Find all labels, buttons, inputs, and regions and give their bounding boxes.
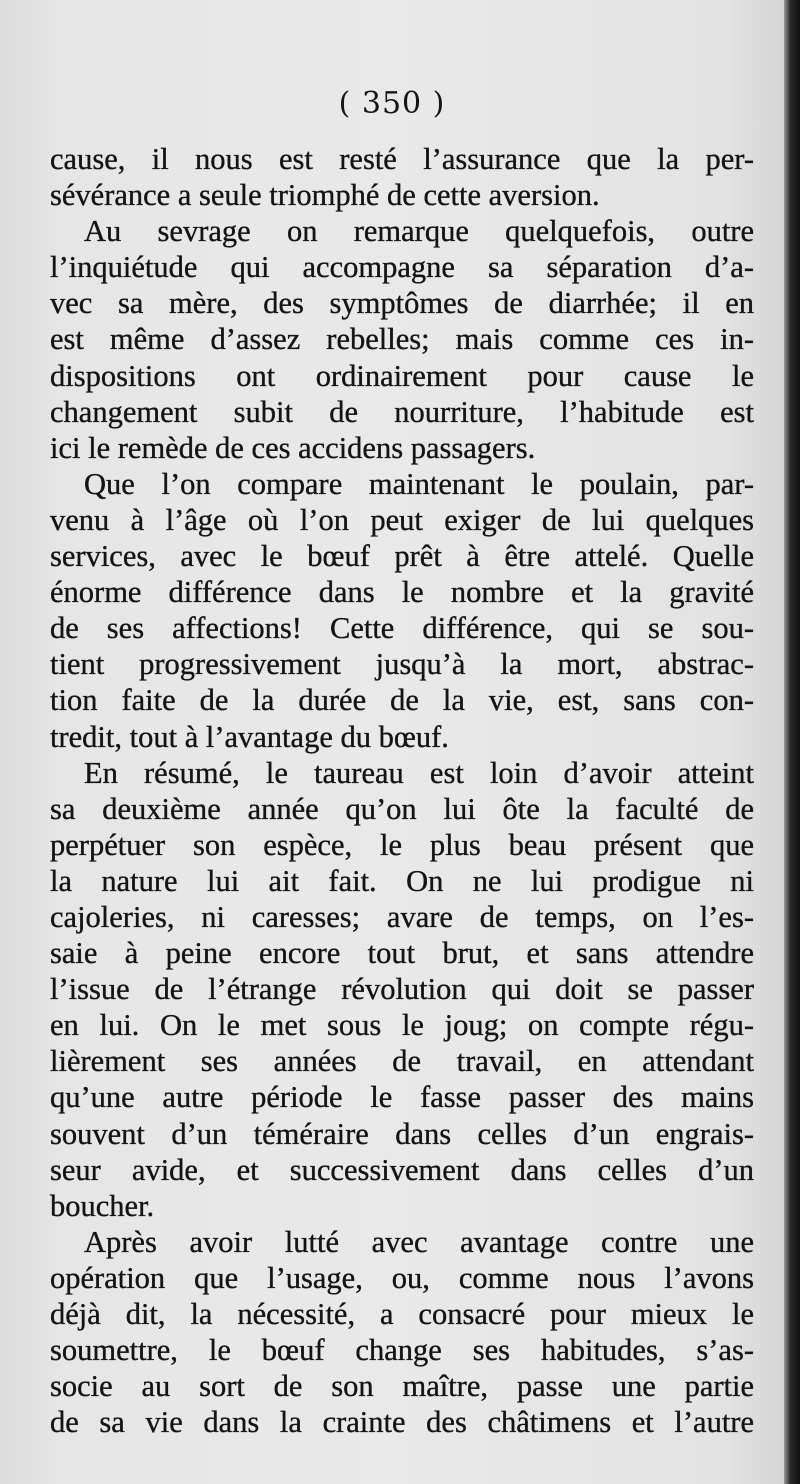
text-line: En résumé, le taureau est loin d’avoir atteint — [84, 755, 754, 790]
text-line: de ses affections! Cette différence, qui se sou- — [50, 611, 754, 646]
page-number: ( 350 ) — [338, 86, 446, 121]
text-line: qu’une autre période le fasse passer des mains — [50, 1080, 754, 1115]
text-line: opération que l’usage, ou, comme nous l’avons — [50, 1260, 754, 1295]
body-text — [50, 141, 754, 1440]
text-line: dispositions ont ordinairement pour cause le — [50, 358, 754, 393]
text-line: énorme différence dans le nombre et la gravité — [50, 575, 754, 610]
text-line: cajoleries, ni caresses; avare de temps, on l’es- — [50, 899, 754, 934]
text-line: Après avoir lutté avec avantage contre une — [84, 1224, 754, 1259]
text-line: de sa vie dans la crainte des châtimens et l’autre — [50, 1405, 754, 1440]
text-line: lièrement ses années de travail, en attendant — [50, 1044, 754, 1079]
text-line: venu à l’âge où l’on peut exiger de lui quelques — [50, 502, 754, 537]
text-line: Que l’on compare maintenant le poulain, par- — [84, 466, 754, 501]
text-line: tient progressivement jusqu’à la mort, abstrac- — [50, 647, 754, 682]
text-line: l’inquiétude qui accompagne sa séparation d’a- — [50, 250, 754, 285]
text-line: saie à peine encore tout brut, et sans attendre — [50, 936, 754, 971]
text-line: perpétuer son espèce, le plus beau présent que — [50, 827, 754, 862]
text-line: tredit, tout à l’avantage du bœuf. — [50, 719, 449, 754]
text-line: sévérance a seule triomphé de cette aversion. — [50, 178, 600, 213]
text-line: la nature lui ait fait. On ne lui prodigue ni — [50, 863, 754, 898]
text-line: boucher. — [50, 1188, 155, 1223]
page-edge-shadow — [784, 0, 800, 1484]
text-line: déjà dit, la nécessité, a consacré pour mieux le — [50, 1297, 754, 1331]
text-line: tion faite de la durée de la vie, est, sans con- — [50, 683, 754, 718]
text-line: vec sa mère, des symptômes de diarrhée; il en — [50, 286, 754, 321]
text-line: socie au sort de son maître, passe une partie — [50, 1369, 754, 1404]
text-line: Au sevrage on remarque quelquefois, outre — [84, 214, 754, 249]
text-line: sa deuxième année qu’on lui ôte la faculté de — [50, 791, 754, 826]
text-line: services, avec le bœuf prêt à être attelé. Quelle — [50, 539, 754, 574]
text-line: en lui. On le met sous le joug; on compte régu- — [50, 1008, 754, 1043]
text-line: seur avide, et successivement dans celles d’un — [50, 1152, 754, 1187]
text-line: est même d’assez rebelles; mais comme ces in- — [50, 322, 754, 357]
text-line: l’issue de l’étrange révolution qui doit se passer — [50, 972, 754, 1007]
text-line: changement subit de nourriture, l’habitude est — [50, 394, 754, 429]
text-line: souvent d’un téméraire dans celles d’un engrais- — [50, 1116, 754, 1151]
text-line: cause, il nous est resté l’assurance que la per- — [50, 142, 754, 176]
text-line: soumettre, le bœuf change ses habitudes, s’as- — [50, 1333, 754, 1368]
text-line: ici le remède de ces accidens passagers. — [50, 430, 536, 465]
